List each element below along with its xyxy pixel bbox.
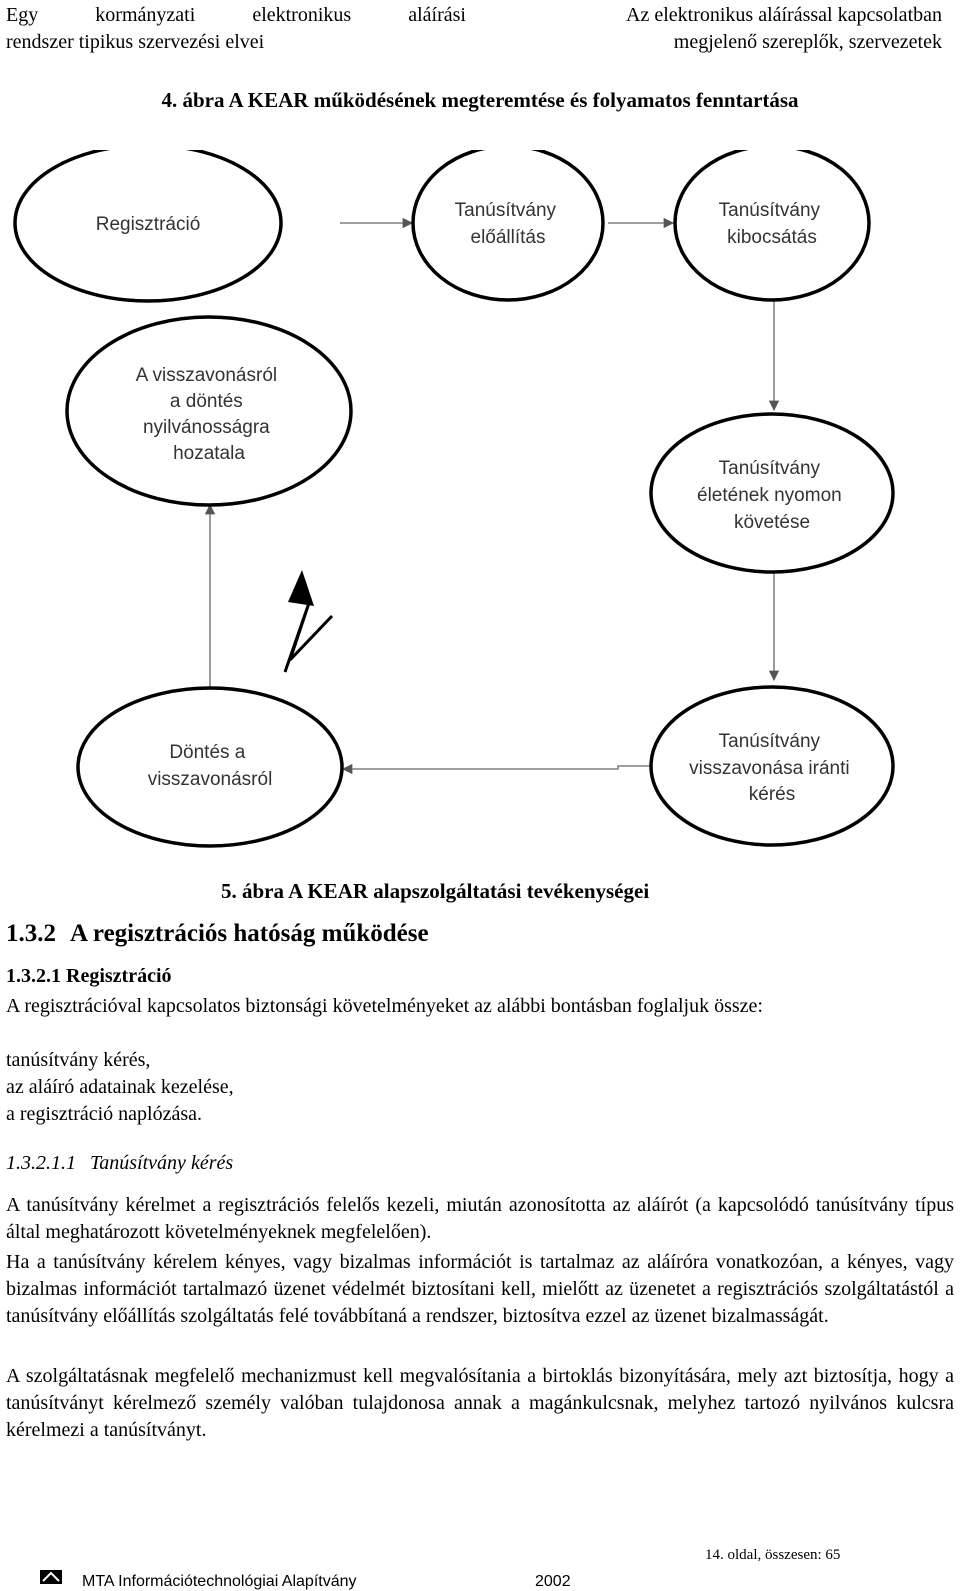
list-item: a regisztráció naplózása.: [6, 1103, 203, 1125]
subsection-heading: 1.3.2.1 Regisztráció: [6, 965, 172, 987]
subsubsection-title: Tanúsítvány kérés: [90, 1152, 234, 1174]
node-cert-production: [413, 150, 603, 300]
section-number: 1.3.2: [6, 920, 56, 947]
subsubsection-heading: [6, 1152, 233, 1175]
page-number: 14. oldal, összesen: 65: [705, 1547, 841, 1563]
header-right: [542, 2, 942, 56]
node-cert-issuance-label: Tanúsítvány kibocsátás: [718, 200, 821, 248]
footer-year: 2002: [535, 1573, 571, 1590]
node-revocation-decision-label: Döntés a visszavonásról: [147, 742, 273, 790]
body-paragraph: A szolgáltatásnak megfelelő mechanizmust kell megvalósítania a birtoklás bizonyítására, mely azt biztosítja, hogy a tanúsítványt kérelmező személy valóban tulajdonosa annak a magánkulcsnak, melyhez tartozó nyilvános kulcsra kérelmezi a tanúsítványt.: [6, 1365, 954, 1441]
header-left: [6, 2, 466, 56]
node-cert-production-label: Tanúsítvány előállítás: [454, 200, 557, 248]
node-cert-lifecycle-label: Tanúsítvány életének nyomon követése: [697, 458, 842, 533]
section-heading: [6, 920, 429, 948]
footer-organization: MTA Információtechnológiai Alapítvány: [82, 1573, 357, 1590]
node-revocation-decision: [78, 688, 342, 846]
body-paragraph: A tanúsítvány kérelmet a regisztrációs felelős kezeli, miután azonosította az aláírót (a kapcsolódó tanúsítvány típus által meghatározott követelményeknek megfelelően).: [6, 1194, 954, 1243]
node-cert-issuance: [675, 150, 869, 300]
node-registration-label: Regisztráció: [95, 214, 201, 235]
node-registration: [15, 150, 281, 301]
node-revocation-request-label: Tanúsítvány visszavonása iránti kérés: [689, 731, 850, 805]
intro-paragraph: A regisztrációval kapcsolatos biztonsági követelményeket az alábbi bontásban foglaljuk össze:: [6, 995, 763, 1017]
lightning-bolt-icon: [285, 570, 332, 672]
header-left-line1: Egy kormányzati elektronikus aláírási: [6, 4, 466, 26]
mta-logo-icon: [40, 1570, 62, 1589]
node-publish-revocation: [67, 317, 351, 505]
subsubsection-number: 1.3.2.1.1: [6, 1152, 76, 1174]
list-item: az aláíró adatainak kezelése,: [6, 1076, 234, 1098]
body-paragraph: Ha a tanúsítvány kérelem kényes, vagy bizalmas információt is tartalmaz az aláíróra vonatkozóan, a kényes, vagy bizalmas információt tartalmazó üzenet védelmét biztosítani kell, mielőtt az üzenetet a regisztrációs szolgáltatástól a tanúsítvány előállítás szolgáltatás felé továbbítaná a rendszer, biztosítva ezzel az üzenet bizalmasságát.: [6, 1251, 954, 1327]
arrow-request-to-decision: [343, 766, 655, 769]
header-right-line1: Az elektronikus aláírással kapcsolatban: [626, 4, 942, 26]
section-title: A regisztrációs hatóság működése: [70, 920, 429, 947]
figure5-title: 5. ábra A KEAR alapszolgáltatási tevékenységei: [221, 879, 650, 903]
node-publish-revocation-label: A visszavonásról a döntés nyilvánosságra hozatala: [135, 365, 278, 464]
header-left-line2: rendszer tipikus szervezési elvei: [6, 31, 265, 53]
node-cert-lifecycle: [651, 414, 893, 572]
list-item: tanúsítvány kérés,: [6, 1049, 151, 1071]
figure4-title: 4. ábra A KEAR működésének megteremtése és folyamatos fenntartása: [161, 88, 799, 112]
header-right-line2: megjelenő szereplők, szervezetek: [673, 31, 942, 53]
kear-diagram: [0, 150, 960, 865]
node-revocation-request: [651, 687, 893, 845]
